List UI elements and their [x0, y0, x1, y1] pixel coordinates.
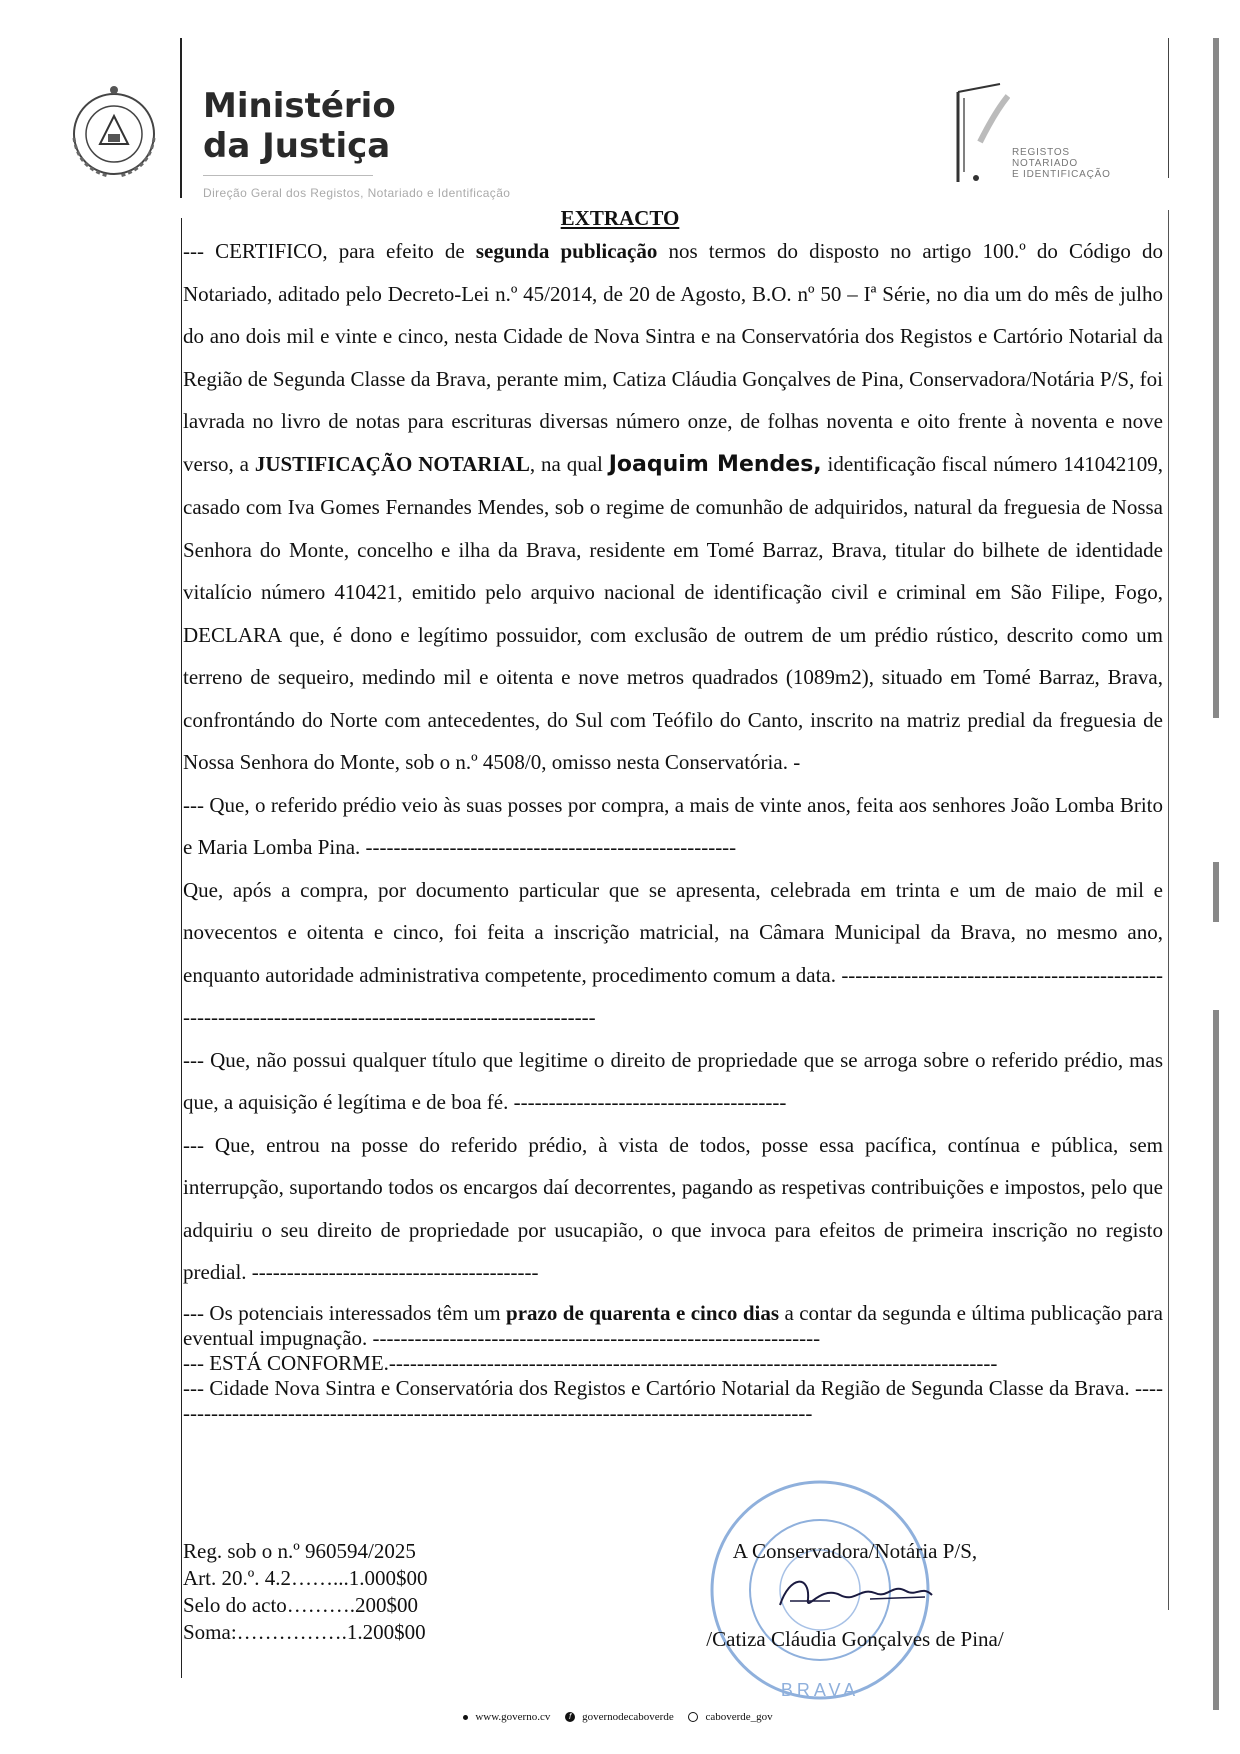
scan-edge-mark [1213, 38, 1219, 718]
paragraph-possession: --- Que, entrou na posse do referido prédio, à vista de todos, posse essa pacífica, contínua e pública, sem interrupção, suportando todos os encargos daí decorrentes, pagando as respetivas contribuições e impostos, pelo que adquiriu o seu direito de propriedade por usucapião, o que invoca para efeitos de primeira inscrição no registo predial. ----------------------------------------- [183, 1132, 1163, 1284]
header-right-rule [1168, 38, 1169, 178]
scan-edge-mark [1213, 1010, 1219, 1710]
fee-stamp: Selo do acto……….200$00 [183, 1593, 419, 1617]
instagram-link[interactable]: caboverde_gov [688, 1711, 776, 1723]
social-links [0, 1711, 1240, 1723]
certifico-intro: --- CERTIFICO, para efeito de [183, 239, 476, 263]
text-frame-right [1168, 210, 1169, 1610]
paragraph-no-title: --- Que, não possui qualquer título que legitime o direito de propriedade que se arroga sobre o referido prédio, mas que, a aquisição é legítima e de boa fé. --------------------------------------- [183, 1047, 1163, 1114]
fees-block [183, 1538, 428, 1646]
ministry-title-line2: da Justiça [203, 126, 391, 166]
declarant-name: Joaquim Mendes, [608, 451, 822, 477]
signature-block [670, 1538, 1040, 1653]
deadline-period: prazo de quarenta e cinco dias [506, 1300, 780, 1325]
ministry-title-line1: Ministério [203, 86, 396, 126]
registration-number: Reg. sob o n.º 960594/2025 [183, 1539, 416, 1563]
paragraph-acquisition: --- Que, o referido prédio veio às suas posses por compra, a mais de vinte anos, feita aos senhores João Lomba Brito e Maria Lomba Pina. ----------------------------------------------------- [183, 792, 1163, 859]
rnid-label-line2: NOTARIADO [1012, 158, 1078, 169]
text-frame-left [181, 218, 182, 1678]
ministry-underline [203, 175, 373, 176]
justificacao-notarial: JUSTIFICAÇÃO NOTARIAL [254, 451, 530, 476]
deadline-intro: --- Os potenciais interessados têm um [183, 1300, 507, 1325]
paragraph-conforme: --- ESTÁ CONFORME.--------------------------------------------------------------------------------------- [183, 1350, 998, 1375]
na-qual: , na qual [529, 451, 609, 476]
rnid-label [1012, 147, 1111, 180]
republic-seal [58, 78, 170, 190]
declarant-details: identificação fiscal número 141042109, casado com Iva Gomes Fernandes Mendes, sob o regime de comunhão de adquiridos, natural da freguesia de Nossa Senhora do Monte, concelho e ilha da Brava, residente em Tomé Barraz, Brava, titular do bilhete de identidade vitalício número 410421, emitido pelo arquivo nacional de identificação civil e criminal em São Filipe, Fogo, DECLARA que, é dono e legítimo possuidor, com exclusão de outrem de um prédio rústico, descrito como um terreno de sequeiro, medindo mil e oitenta e nove metros quadrados (1089m2), situado em Tomé Barraz, Brava, confrontándo do Norte com antecedentes, do Sul com Teófilo do Canto, inscrito na matriz predial da freguesia de Nossa Senhora do Monte, sob o n.º 4508/0, omisso nesta Conservatória. - [183, 451, 1163, 774]
signer-name: /Catiza Cláudia Gonçalves de Pina/ [706, 1627, 1004, 1651]
scan-edge-mark [1213, 862, 1219, 922]
stamp-place: BRAVA [780, 1680, 860, 1700]
rnid-label-line1: REGISTOS [1012, 147, 1070, 158]
rnid-label-line3: E IDENTIFICAÇÃO [1012, 169, 1111, 180]
facebook-link[interactable]: f governodecaboverde [565, 1711, 678, 1723]
fee-total: Soma:…………….1.200$00 [183, 1620, 426, 1644]
fee-article: Art. 20.º. 4.2……...1.000$00 [183, 1566, 428, 1590]
document-body [183, 230, 1163, 1426]
globe-icon [463, 1715, 468, 1720]
segunda-publicacao: segunda publicação [475, 239, 658, 263]
handwritten-signature [670, 1565, 1040, 1619]
facebook-icon: f [565, 1712, 575, 1722]
document-title: EXTRACTO [560, 206, 680, 230]
deadline-rest: a contar da segunda e última publicação para eventual impugnação. ---------------------------------------------------------------- [183, 1300, 1164, 1350]
coat-of-arms-icon [58, 78, 170, 190]
paragraph-place: --- Cidade Nova Sintra e Conservatória dos Registos e Cartório Notarial da Região de Segunda Classe da Brava. ---------------------------------------------------------------------------------------------- [183, 1375, 1163, 1425]
rnid-logo-icon [950, 82, 1010, 192]
rnid-logo [950, 82, 1010, 192]
paragraph-certifico [183, 230, 1163, 784]
ministry-title [203, 86, 396, 166]
website-link[interactable]: www.governo.cv [463, 1711, 554, 1723]
ministry-subtitle: Direção Geral dos Registos, Notariado e Identificação [203, 186, 511, 200]
signer-title: A Conservadora/Notária P/S, [732, 1539, 978, 1563]
paragraph-matricial: Que, após a compra, por documento particular que se apresenta, celebrada em trinta e um de maio de mil e novecentos e oitenta e cinco, foi feita a inscrição matricial, na Câmara Municipal da Brava, no mesmo ano, enquanto autoridade administrativa competente, procedimento comum a data. --------------------------------------------------------------------------------------------------------- [183, 877, 1163, 1029]
paragraph-deadline [183, 1301, 1163, 1351]
instagram-icon [688, 1712, 698, 1722]
header-divider [180, 38, 182, 198]
certifico-body: nos termos do disposto no artigo 100.º do Código do Notariado, aditado pelo Decreto-Lei n.º 45/2014, de 20 de Agosto, B.O. nº 50 – Iª Série, no dia um do mês de julho do ano dois mil e vinte e cinco, nesta Cidade de Nova Sintra e na Conservatória dos Registos e Cartório Notarial da Região de Segunda Classe da Brava, perante mim, Catiza Cláudia Gonçalves de Pina, Conservadora/Notária P/S, foi lavrada no livro de notas para escrituras diversas número onze, de folhas noventa e oito frente à noventa e nove verso, a [183, 239, 1163, 476]
